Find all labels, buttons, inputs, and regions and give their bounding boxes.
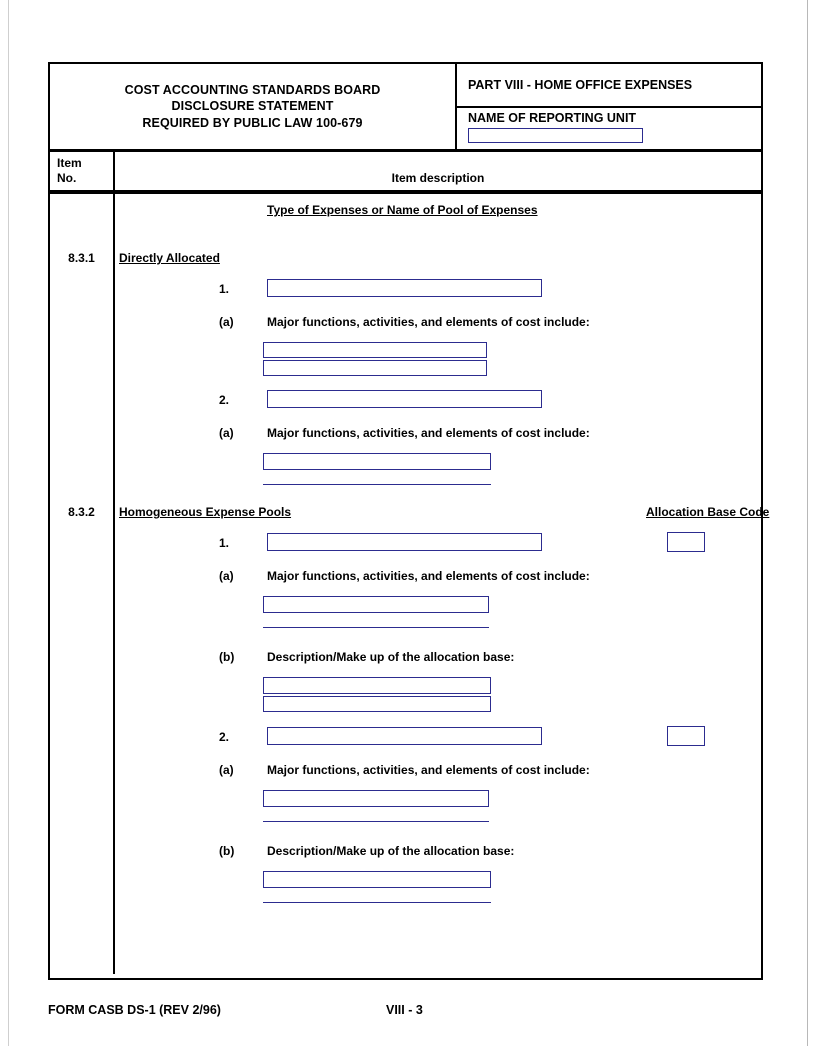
form-frame [48,62,770,980]
entry-number-8-3-2-2: 2. [219,730,230,744]
item-no-header-line-1: Item [57,156,82,170]
allocation-base-code-header: Allocation Base Code [646,505,770,519]
section-title-homogeneous-pools: Homogeneous Expense Pools [119,505,292,519]
subitem-text-8-3-1-2-a: Major functions, activities, and elements of cost include: [267,426,590,440]
subitem-letter-8-3-1-2-a: (a) [219,426,234,440]
item-no-header [50,152,113,190]
entry-number-8-3-1-1: 1. [219,282,230,296]
header-right-block [455,64,761,149]
subitem-rule-8-3-1-2-a-1[interactable] [263,484,491,485]
allocation-base-code-input-8-3-2-2[interactable] [667,726,705,746]
item-no-8-3-1: 8.3.1 [68,251,95,265]
subitem-text-8-3-2-1-a: Major functions, activities, and elements of cost include: [267,569,590,583]
reporting-unit-label: NAME OF REPORTING UNIT [468,111,637,125]
entry-number-8-3-2-1: 1. [219,536,230,550]
subitem-rule-8-3-2-2-a-1[interactable] [263,821,489,822]
subitem-line-8-3-2-1-b-2[interactable] [263,696,491,712]
subitem-line-8-3-1-1-a-2[interactable] [263,360,487,376]
column-header-row [50,152,761,194]
subitem-line-8-3-1-1-a-1[interactable] [263,342,487,358]
subitem-text-8-3-2-1-b: Description/Make up of the allocation base: [267,650,515,664]
entry-input-8-3-2-1[interactable] [267,533,542,551]
subitem-rule-8-3-2-2-b-1[interactable] [263,902,491,903]
page-footer [48,1003,763,1023]
part-title-cell [457,64,761,108]
subitem-letter-8-3-1-1-a: (a) [219,315,234,329]
subitem-line-8-3-1-2-a-1[interactable] [263,453,491,470]
part-title: PART VIII - HOME OFFICE EXPENSES [468,78,693,92]
section-title-directly-allocated: Directly Allocated [119,251,220,265]
subitem-line-8-3-2-1-b-1[interactable] [263,677,491,694]
page-number-label: VIII - 3 [386,1003,423,1017]
form-body [50,194,770,974]
description-column [115,194,770,974]
agency-title-line-2: DISCLOSURE STATEMENT [171,99,334,114]
subitem-text-8-3-2-2-a: Major functions, activities, and elements of cost include: [267,763,590,777]
entry-input-8-3-2-2[interactable] [267,727,542,745]
subitem-line-8-3-2-2-a-1[interactable] [263,790,489,807]
item-description-header [113,152,761,190]
subitem-letter-8-3-2-1-a: (a) [219,569,234,583]
entry-input-8-3-1-1[interactable] [267,279,542,297]
subitem-line-8-3-2-1-a-1[interactable] [263,596,489,613]
subitem-rule-8-3-2-1-a-1[interactable] [263,627,489,628]
reporting-unit-input[interactable] [468,128,643,143]
subitem-text-8-3-1-1-a: Major functions, activities, and elements of cost include: [267,315,590,329]
page-edge-left [8,0,9,1046]
subitem-text-8-3-2-2-b: Description/Make up of the allocation base: [267,844,515,858]
expense-type-banner: Type of Expenses or Name of Pool of Expenses [267,203,538,217]
item-no-header-line-2: No. [57,171,77,185]
form-id-label: FORM CASB DS-1 (REV 2/96) [48,1003,221,1017]
page-edge-right [807,0,808,1046]
allocation-base-code-input-8-3-2-1[interactable] [667,532,705,552]
subitem-letter-8-3-2-1-b: (b) [219,650,235,664]
reporting-unit-cell [457,108,761,149]
entry-input-8-3-1-2[interactable] [267,390,542,408]
agency-title-block [50,64,455,149]
subitem-line-8-3-2-2-b-1[interactable] [263,871,491,888]
agency-title-line-1: COST ACCOUNTING STANDARDS BOARD [124,82,381,97]
item-no-8-3-2: 8.3.2 [68,505,95,519]
entry-number-8-3-1-2: 2. [219,393,230,407]
form-header [50,64,761,152]
subitem-letter-8-3-2-2-a: (a) [219,763,234,777]
item-description-header-label: Item description [391,171,485,185]
subitem-letter-8-3-2-2-b: (b) [219,844,235,858]
agency-title-line-3: REQUIRED BY PUBLIC LAW 100-679 [142,115,363,130]
